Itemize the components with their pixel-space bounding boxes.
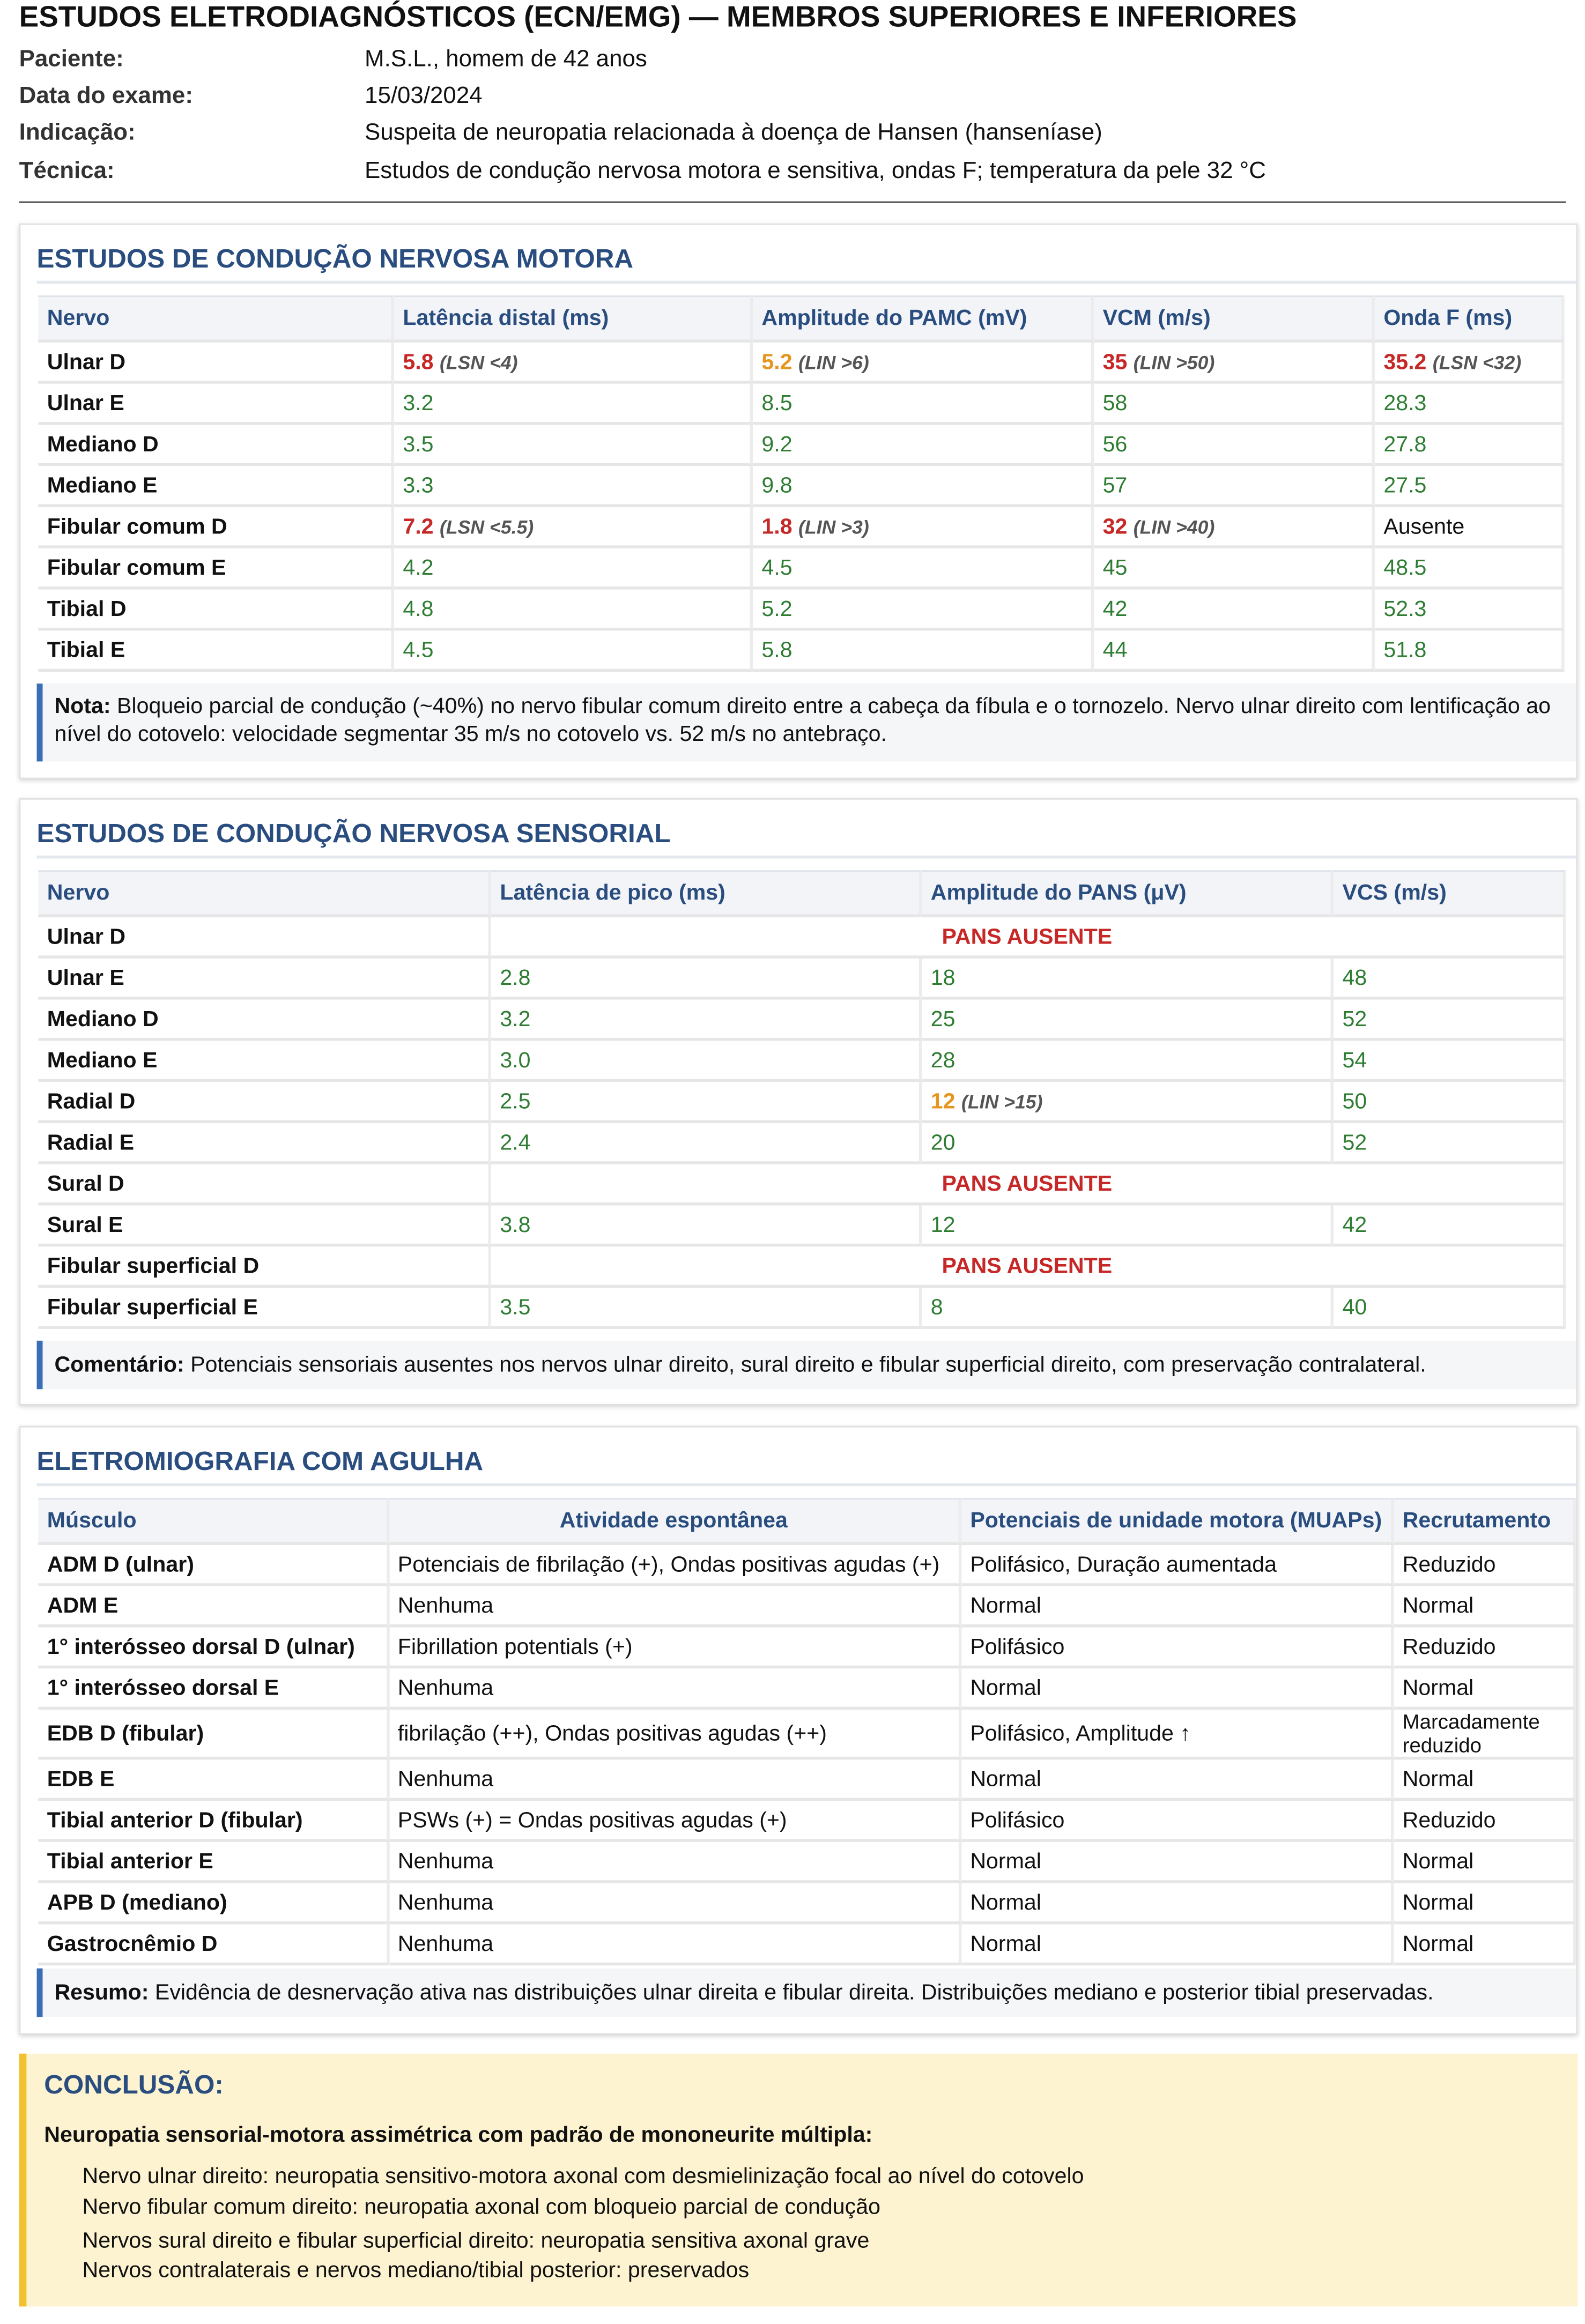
cell-value: 3.3 [403,472,434,498]
sensory-section-title: ESTUDOS DE CONDUÇÃO NERVOSA SENSORIAL [36,819,671,849]
value-cell [753,384,1094,425]
value-cell [491,1288,922,1329]
muscle-name: APB D (mediano) [38,1883,389,1925]
table-row [38,1164,1566,1206]
nerve-name: Radial E [38,1123,491,1164]
patient-label: Paciente: [19,47,124,72]
table-row [38,425,1564,466]
column-header: Latência de pico (ms) [491,870,922,917]
emg-cell: PSWs (+) = Ondas positivas agudas (+) [389,1801,961,1842]
cell-value: 27.5 [1383,472,1427,498]
table-row [38,1924,1576,1965]
motor-section [19,224,1578,779]
cell-value: 52.3 [1383,596,1427,621]
section-rule [37,856,1576,858]
note-label: Comentário: [54,1352,184,1378]
nerve-name: Mediano E [38,466,394,507]
technique-value: Estudos de condução nervosa motora e sensitiva, ondas F; temperatura da pele 32 °C [365,159,1266,184]
table-row [38,1710,1576,1759]
emg-cell: Polifásico, Duração aumentada [961,1545,1394,1586]
conclusion-item: Nervos sural direito e fibular superficial direito: neuropatia sensitiva axonal grave [82,2229,870,2254]
emg-cell: Normal [961,1668,1394,1710]
motor-table [38,295,1564,672]
reference-range: (LIN >50) [1133,350,1215,373]
value-cell [922,1000,1334,1041]
value-cell [922,1041,1334,1082]
emg-cell: Marcadamente reduzido [1394,1710,1576,1759]
muscle-name: Tibial anterior E [38,1842,389,1883]
column-header: Músculo [38,1498,389,1545]
muscle-name: 1° interósseo dorsal E [38,1668,389,1710]
table-row [38,548,1564,590]
conclusion-item: Nervo ulnar direito: neuropatia sensitivo-motora axonal com desmielinização focal ao nível do cotovelo [82,2164,1084,2189]
sensory-table [38,870,1566,1329]
nerve-name: Mediano E [38,1041,491,1082]
cell-value: 42 [1102,596,1128,621]
cell-value: 3.5 [500,1294,531,1320]
sensory-note [37,1341,1576,1389]
cell-value: 12 [930,1212,956,1237]
emg-cell: Reduzido [1394,1628,1576,1669]
absent-response: PANS AUSENTE [491,1164,1566,1206]
cell-value: 4.2 [403,555,434,580]
table-row [38,1000,1566,1041]
value-cell [753,507,1094,548]
value-cell [394,466,753,507]
value-cell [1334,1123,1566,1164]
cell-value: 3.2 [500,1006,531,1031]
absent-response: PANS AUSENTE [491,1246,1566,1288]
cell-value: 5.2 [761,596,792,621]
value-cell [1334,1206,1566,1247]
section-rule [37,281,1576,284]
value-cell [491,1041,922,1082]
value-cell [394,507,753,548]
header-divider [19,202,1566,203]
cell-value: 45 [1102,555,1128,580]
cell-value: 1.8 [761,514,792,539]
value-cell [922,1288,1334,1329]
cell-value: 12 [930,1088,956,1114]
table-row [38,1628,1576,1669]
exam-date-value: 15/03/2024 [365,84,483,109]
table-row [38,1041,1566,1082]
table-row [38,1123,1566,1164]
column-header: Nervo [38,870,491,917]
reference-range: (LIN >15) [961,1090,1043,1112]
value-cell [1375,548,1565,590]
value-cell [922,1082,1334,1123]
value-cell [1375,590,1565,631]
value-cell [394,384,753,425]
cell-value: 56 [1102,431,1128,457]
column-header: Atividade espontânea [389,1498,961,1545]
nerve-name: Mediano D [38,425,394,466]
emg-note [37,1969,1576,2017]
reference-range: (LIN >40) [1133,515,1215,538]
table-row [38,466,1564,507]
value-cell [491,1206,922,1247]
value-cell [753,630,1094,672]
value-cell [394,630,753,672]
table-row [38,1206,1566,1247]
nerve-name: Sural D [38,1164,491,1206]
note-label: Resumo: [54,1980,149,2006]
indication-label: Indicação: [19,120,136,146]
emg-cell: fibrilação (++), Ondas positivas agudas (++) [389,1710,961,1759]
value-cell [1375,343,1565,384]
column-header: Nervo [38,295,394,343]
cell-value: 54 [1342,1047,1367,1073]
emg-cell: Polifásico [961,1801,1394,1842]
value-cell [1094,384,1375,425]
nerve-name: Ulnar D [38,917,491,959]
cell-value: 5.8 [403,349,434,374]
cell-value: 20 [930,1130,956,1155]
value-cell [1094,343,1375,384]
cell-value: 5.2 [761,349,792,374]
cell-value: 9.8 [761,472,792,498]
column-header: VCS (m/s) [1334,870,1566,917]
value-cell [1375,630,1565,672]
cell-value: 44 [1102,637,1128,663]
value-cell [1375,384,1565,425]
value-cell [1094,507,1375,548]
emg-cell: Normal [1394,1668,1576,1710]
emg-section-title: ELETROMIOGRAFIA COM AGULHA [36,1446,484,1476]
column-header: Onda F (ms) [1375,295,1565,343]
table-row [38,590,1564,631]
emg-cell: Fibrillation potentials (+) [389,1628,961,1669]
emg-cell: Normal [1394,1842,1576,1883]
emg-cell: Normal [961,1759,1394,1801]
reference-range: (LSN <4) [439,350,518,373]
cell-value: 35 [1102,349,1128,374]
emg-cell: Reduzido [1394,1801,1576,1842]
exam-date-label: Data do exame: [19,84,193,109]
muscle-name: Tibial anterior D (fibular) [38,1801,389,1842]
cell-value: 28.3 [1383,390,1427,415]
table-row [38,630,1564,672]
cell-value: 3.5 [403,431,434,457]
emg-cell: Nenhuma [389,1759,961,1801]
nerve-name: Fibular comum D [38,507,394,548]
muscle-name: EDB D (fibular) [38,1710,389,1759]
value-cell [491,1000,922,1041]
cell-value: 2.5 [500,1088,531,1114]
nerve-name: Tibial D [38,590,394,631]
table-row [38,1288,1566,1329]
cell-value: 28 [930,1047,956,1073]
value-cell [1334,1041,1566,1082]
value-cell [753,466,1094,507]
cell-value: Ausente [1383,514,1465,539]
nerve-name: Fibular comum E [38,548,394,590]
section-rule [37,1483,1576,1486]
nerve-name: Ulnar E [38,384,394,425]
cell-value: 52 [1342,1130,1367,1155]
sensory-section [19,798,1578,1405]
value-cell [1094,630,1375,672]
table-row [38,384,1564,425]
emg-cell: Normal [1394,1924,1576,1965]
cell-value: 27.8 [1383,431,1427,457]
cell-value: 3.0 [500,1047,531,1073]
nerve-name: Ulnar D [38,343,394,384]
column-header: Amplitude do PANS (μV) [922,870,1334,917]
table-row [38,1545,1576,1586]
emg-table [38,1498,1576,1965]
muscle-name: 1° interósseo dorsal D (ulnar) [38,1628,389,1669]
table-row [38,917,1566,959]
value-cell [394,590,753,631]
table-row [38,1759,1576,1801]
cell-value: 3.2 [403,390,434,415]
value-cell [922,1206,1334,1247]
nerve-name: Ulnar E [38,959,491,1000]
nerve-name: Fibular superficial D [38,1246,491,1288]
cell-value: 58 [1102,390,1128,415]
table-row [38,507,1564,548]
value-cell [753,425,1094,466]
cell-value: 5.8 [761,637,792,663]
note-label: Nota: [54,694,111,719]
table-row [38,1586,1576,1628]
value-cell [491,1082,922,1123]
column-header: Potenciais de unidade motora (MUAPs) [961,1498,1394,1545]
value-cell [1334,1288,1566,1329]
emg-cell: Nenhuma [389,1924,961,1965]
table-row [38,1668,1576,1710]
note-text: Bloqueio parcial de condução (~40%) no nervo fibular comum direito entre a cabeça da fíbula e o tornozelo. Nervo ulnar direito com lentificação ao nível do cotovelo: velocidade segmentar 35 m/s no cotovelo vs. 52 m/s no antebraço. [54,694,1551,747]
cell-value: 42 [1342,1212,1367,1237]
motor-note [37,684,1576,761]
emg-cell: Reduzido [1394,1545,1576,1586]
indication-value: Suspeita de neuropatia relacionada à doença de Hansen (hanseníase) [365,120,1102,146]
conclusion-item: Nervos contralaterais e nervos mediano/tibial posterior: preservados [82,2258,750,2283]
reference-range: (LSN <5.5) [439,515,534,538]
emg-cell: Normal [1394,1883,1576,1925]
cell-value: 8 [930,1294,943,1320]
nerve-name: Mediano D [38,1000,491,1041]
cell-value: 25 [930,1006,956,1031]
value-cell [1094,548,1375,590]
column-header: VCM (m/s) [1094,295,1375,343]
value-cell [1094,466,1375,507]
cell-value: 2.8 [500,965,531,990]
conclusion-box [19,2054,1578,2307]
emg-cell: Potenciais de fibrilação (+), Ondas positivas agudas (+) [389,1545,961,1586]
emg-cell: Normal [961,1883,1394,1925]
table-row [38,1082,1566,1123]
value-cell [922,1123,1334,1164]
note-text: Evidência de desnervação ativa nas distribuições ulnar direita e fibular direita. Distribuições mediano e posterior tibial preservadas. [154,1980,1434,2006]
cell-value: 32 [1102,514,1128,539]
motor-section-title: ESTUDOS DE CONDUÇÃO NERVOSA MOTORA [36,244,634,274]
value-cell [1375,466,1565,507]
cell-value: 4.8 [403,596,434,621]
table-row [38,1801,1576,1842]
nerve-name: Tibial E [38,630,394,672]
column-header: Amplitude do PAMC (mV) [753,295,1094,343]
cell-value: 2.4 [500,1130,531,1155]
cell-value: 4.5 [403,637,434,663]
emg-cell: Normal [1394,1759,1576,1801]
value-cell [1334,959,1566,1000]
value-cell [753,343,1094,384]
muscle-name: ADM E [38,1586,389,1628]
table-row [38,1883,1576,1925]
nerve-name: Radial D [38,1082,491,1123]
emg-cell: Nenhuma [389,1668,961,1710]
column-header: Recrutamento [1394,1498,1576,1545]
value-cell [1094,425,1375,466]
conclusion-item: Nervo fibular comum direito: neuropatia axonal com bloqueio parcial de condução [82,2194,881,2220]
table-row [38,1842,1576,1883]
cell-value: 48 [1342,965,1367,990]
cell-value: 18 [930,965,956,990]
value-cell [1094,590,1375,631]
absent-response: PANS AUSENTE [491,917,1566,959]
value-cell [491,1123,922,1164]
cell-value: 52 [1342,1006,1367,1031]
emg-cell: Normal [961,1842,1394,1883]
muscle-name: ADM D (ulnar) [38,1545,389,1586]
conclusion-heading: Neuropatia sensorial-motora assimétrica com padrão de mononeurite múltipla: [44,2122,873,2148]
muscle-name: EDB E [38,1759,389,1801]
cell-value: 7.2 [403,514,434,539]
cell-value: 40 [1342,1294,1367,1320]
value-cell [1334,1082,1566,1123]
table-row [38,343,1564,384]
cell-value: 51.8 [1383,637,1427,663]
reference-range: (LIN >6) [798,350,869,373]
reference-range: (LIN >3) [798,515,869,538]
column-header: Latência distal (ms) [394,295,753,343]
value-cell [1375,507,1565,548]
value-cell [753,590,1094,631]
conclusion-title: CONCLUSÃO: [44,2069,224,2099]
table-row [38,1246,1566,1288]
cell-value: 35.2 [1383,349,1427,374]
patient-value: M.S.L., homem de 42 anos [365,47,647,72]
value-cell [394,425,753,466]
emg-cell: Nenhuma [389,1586,961,1628]
value-cell [491,959,922,1000]
value-cell [1334,1000,1566,1041]
report-title: ESTUDOS ELETRODIAGNÓSTICOS (ECN/EMG) — MEMBROS SUPERIORES E INFERIORES [19,1,1297,34]
cell-value: 8.5 [761,390,792,415]
technique-label: Técnica: [19,159,115,184]
emg-cell: Normal [961,1586,1394,1628]
cell-value: 3.8 [500,1212,531,1237]
value-cell [394,548,753,590]
emg-cell: Normal [961,1924,1394,1965]
note-text: Potenciais sensoriais ausentes nos nervos ulnar direito, sural direito e fibular superficial direito, com preservação contralateral. [190,1352,1426,1378]
emg-cell: Nenhuma [389,1883,961,1925]
emg-cell: Normal [1394,1586,1576,1628]
value-cell [922,959,1334,1000]
nerve-name: Sural E [38,1206,491,1247]
cell-value: 4.5 [761,555,792,580]
muscle-name: Gastrocnêmio D [38,1924,389,1965]
cell-value: 48.5 [1383,555,1427,580]
emg-cell: Polifásico, Amplitude ↑ [961,1710,1394,1759]
table-row [38,959,1566,1000]
emg-cell: Polifásico [961,1628,1394,1669]
value-cell [1375,425,1565,466]
value-cell [394,343,753,384]
reference-range: (LSN <32) [1432,350,1522,373]
nerve-name: Fibular superficial E [38,1288,491,1329]
emg-section [19,1426,1578,2035]
emg-cell: Nenhuma [389,1842,961,1883]
cell-value: 57 [1102,472,1128,498]
value-cell [753,548,1094,590]
cell-value: 9.2 [761,431,792,457]
cell-value: 50 [1342,1088,1367,1114]
